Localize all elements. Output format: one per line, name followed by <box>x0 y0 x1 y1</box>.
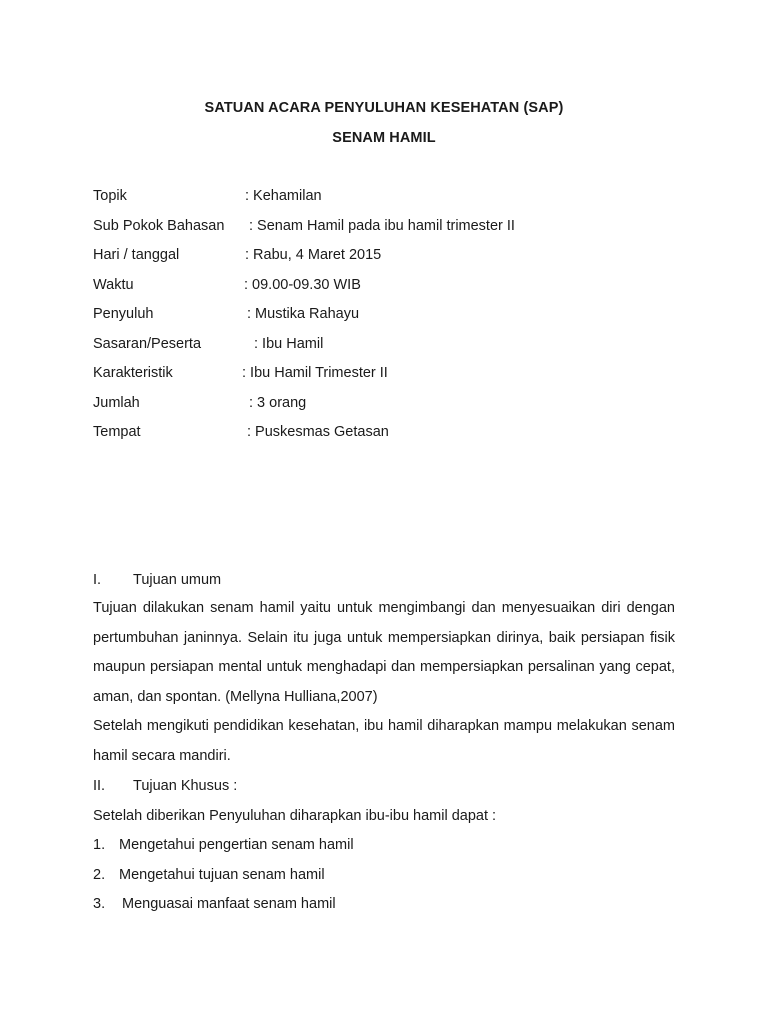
info-value: : 09.00-09.30 WIB <box>244 277 361 293</box>
list-text: Mengetahui tujuan senam hamil <box>119 867 325 883</box>
info-value: : Mustika Rahayu <box>247 306 360 322</box>
paragraph-tujuan-umum: Tujuan dilakukan senam hamil yaitu untuk mengimbangi dan menyesuaikan diri dengan pertumbuhan janinnya. Selain itu juga untuk mempersiapkan dirinya, baik persiapan fisik maupun persiapan mental untuk menghadapi dan mempersiapkan persalinan yang cepat, aman, dan spontan. (Mellyna Hulliana,2007) <box>93 600 675 705</box>
info-label: Sasaran/Peserta <box>93 336 202 352</box>
section-number: I. <box>93 572 102 588</box>
section-title: Tujuan Khusus : <box>133 778 238 794</box>
info-value: : Senam Hamil pada ibu hamil trimester II <box>249 218 515 234</box>
info-value: : Rabu, 4 Maret 2015 <box>245 247 382 263</box>
info-value: : 3 orang <box>249 395 307 411</box>
section-title: Tujuan umum <box>133 572 222 588</box>
paragraph-harapan: Setelah mengikuti pendidikan kesehatan, ibu hamil diharapkan mampu melakukan senam hamil secara mandiri. <box>93 718 675 764</box>
section-number: II. <box>93 778 106 794</box>
section-intro: Setelah diberikan Penyuluhan diharapkan ibu-ibu hamil dapat : <box>93 808 497 824</box>
list-text: Mengetahui pengertian senam hamil <box>119 837 354 853</box>
info-label: Waktu <box>93 277 134 293</box>
info-label: Jumlah <box>93 395 140 411</box>
document-subtitle: SENAM HAMIL <box>332 130 436 146</box>
info-label: Tempat <box>93 424 141 440</box>
list-number: 3. <box>93 896 106 912</box>
info-label: Sub Pokok Bahasan <box>93 218 225 234</box>
list-number: 2. <box>93 867 106 883</box>
document-title: SATUAN ACARA PENYULUHAN KESEHATAN (SAP) <box>204 100 564 116</box>
info-value: : Kehamilan <box>245 188 322 204</box>
info-label: Karakteristik <box>93 365 173 381</box>
info-label: Topik <box>93 188 127 204</box>
list-text: Menguasai manfaat senam hamil <box>122 896 336 912</box>
list-number: 1. <box>93 837 106 853</box>
info-label: Hari / tanggal <box>93 247 180 263</box>
info-value: : Ibu Hamil Trimester II <box>242 365 388 381</box>
info-value: : Ibu Hamil <box>254 336 324 352</box>
info-label: Penyuluh <box>93 306 154 322</box>
info-value: : Puskesmas Getasan <box>247 424 389 440</box>
